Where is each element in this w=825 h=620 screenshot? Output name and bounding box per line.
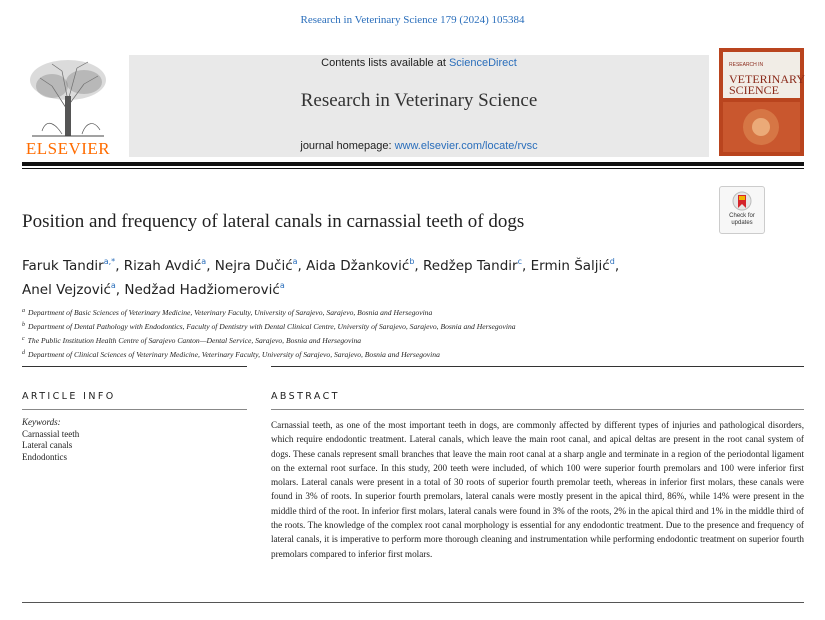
keywords-label: Keywords: (22, 417, 61, 427)
check-updates-label (720, 213, 764, 227)
header-rule-thick (22, 162, 804, 166)
abstract-heading: ABSTRACT (271, 391, 340, 402)
author-affiliation-marker[interactable]: a (201, 257, 207, 266)
affiliation-text: Department of Clinical Sciences of Veterinary Medicine, Veterinary Faculty, University of Sarajevo, Sarajevo, Bosnia and Hersegovina (28, 350, 440, 359)
author[interactable]: Redžep Tandir (423, 258, 518, 274)
contents-line (129, 57, 709, 69)
cover-image (723, 102, 800, 152)
keyword: Endodontics (22, 451, 67, 462)
journal-cover[interactable] (719, 48, 804, 156)
author-list (22, 252, 722, 300)
author[interactable]: Nejra Dučić (214, 258, 293, 274)
author[interactable]: Aida Džanković (306, 258, 410, 274)
abstract-text: Carnassial teeth, as one of the most important teeth in dogs, are commonly affected by different types of injuries and pathological disorders, which require endodontic treatment. Lateral canals, which leave the main root canal, and apical deltas are present in the root canal system of dogs. These canals represent small branches that leave the main root canal at a sharp angle and terminate in a region of the periodontal ligament on the external root surface. In this study, 200 teeth were included, of which 100 were superior fourth premolars and 100 were inferior first molars. Lateral canals were present in a total of 30 roots of superior fourth premolar teeth, whereas in inferior first molars, these canals were found in 3% of roots. In superior fourth premolars, lateral canals were mostly present in the apical third, 86%, while 14% were present in the middle third of the root. In inferior first molars, lateral canals were found in 3% of the roots, 2% in the apical third and 1% in the middle third of the roots. The knowledge of the complex root canal morphology is essential for any endodontic treatment. Due to the presence and frequency of lateral canals, it is imperative to perform more thorough cleaning and instrumentation while performing endodontic treatment on superior fourth premolars compared to inferior first molars. (271, 420, 804, 559)
check-updates-line1: Check for (729, 213, 755, 219)
homepage-link[interactable]: www.elsevier.com/locate/rvsc (394, 140, 538, 152)
journal-title: Research in Veterinary Science (300, 90, 538, 111)
header-rule-thin (22, 168, 804, 169)
author[interactable]: Anel Vejzović (22, 282, 111, 298)
author-affiliation-marker[interactable]: c (517, 257, 523, 266)
author-affiliation-marker[interactable]: a (292, 257, 298, 266)
affiliation-item (22, 319, 516, 333)
article-info-heading: ARTICLE INFO (22, 391, 116, 402)
keywords-block (22, 417, 79, 463)
homepage-line (129, 140, 709, 152)
check-updates-line2: updates (731, 220, 753, 226)
contents-prefix: Contents lists available at (321, 57, 449, 69)
author-affiliation-marker[interactable]: a (279, 281, 285, 290)
cover-title-line1: VETERINARY (729, 72, 805, 86)
article-title: Position and frequency of lateral canals in carnassial teeth of dogs (22, 211, 525, 232)
cover-title (729, 74, 805, 96)
author[interactable]: Rizah Avdić (123, 258, 202, 274)
author-separator: , (115, 258, 124, 274)
affiliation-item (22, 305, 516, 319)
affiliation-key: c (22, 336, 25, 342)
article-info-rule-lower (22, 409, 247, 410)
abstract-rule (271, 366, 804, 367)
affiliation-list (22, 305, 516, 361)
author-separator: , (206, 258, 215, 274)
author-affiliation-marker[interactable]: a,* (103, 257, 116, 266)
homepage-prefix: journal homepage: (300, 140, 395, 152)
author-separator: , (522, 258, 531, 274)
bookmark-icon (732, 191, 752, 213)
cover-small-title: RESEARCH IN (729, 62, 764, 68)
affiliation-key: a (22, 308, 25, 314)
author-separator: , (297, 258, 307, 274)
author[interactable]: Faruk Tandir (22, 258, 104, 274)
affiliation-text: Department of Dental Pathology with Endodontics, Faculty of Dentistry with Dental Clinical Centre, University of Sarajevo, Sarajevo, Bosnia and Hersegovina (28, 322, 516, 331)
author-affiliation-marker[interactable]: a (110, 281, 116, 290)
author-affiliation-marker[interactable]: d (609, 257, 615, 266)
sciencedirect-link[interactable]: ScienceDirect (448, 57, 517, 69)
bottom-rule (22, 602, 804, 603)
affiliation-item (22, 347, 516, 361)
author-separator: , (414, 258, 423, 274)
cover-title-panel (723, 52, 805, 98)
publisher-name[interactable]: ELSEVIER (25, 139, 111, 158)
keyword: Lateral canals (22, 440, 73, 450)
affiliation-key: b (22, 322, 25, 328)
check-for-updates-button[interactable] (719, 186, 765, 234)
author[interactable]: Ermin Šaljić (530, 258, 610, 274)
author-affiliation-marker[interactable]: b (409, 257, 415, 266)
author-separator: , (614, 258, 620, 274)
article-info-rule (22, 366, 247, 367)
affiliation-text: The Public Institution Health Centre of Sarajevo Canton—Dental Service, Sarajevo, Bosnia and Hersegovina (27, 336, 362, 345)
affiliation-key: d (22, 350, 25, 356)
abstract-rule-lower (271, 409, 804, 410)
affiliation-text: Department of Basic Sciences of Veterinary Medicine, Veterinary Faculty, University of Sarajevo, Sarajevo, Bosnia and Hersegovina (28, 308, 433, 317)
cover-title-line2: SCIENCE (729, 83, 780, 97)
affiliation-item (22, 333, 516, 347)
author-separator: , (115, 282, 125, 298)
keyword: Carnassial teeth (22, 428, 80, 439)
author[interactable]: Nedžad Hadžiomerović (124, 282, 280, 298)
journal-citation[interactable]: Research in Veterinary Science 179 (2024) 105384 (300, 14, 525, 26)
